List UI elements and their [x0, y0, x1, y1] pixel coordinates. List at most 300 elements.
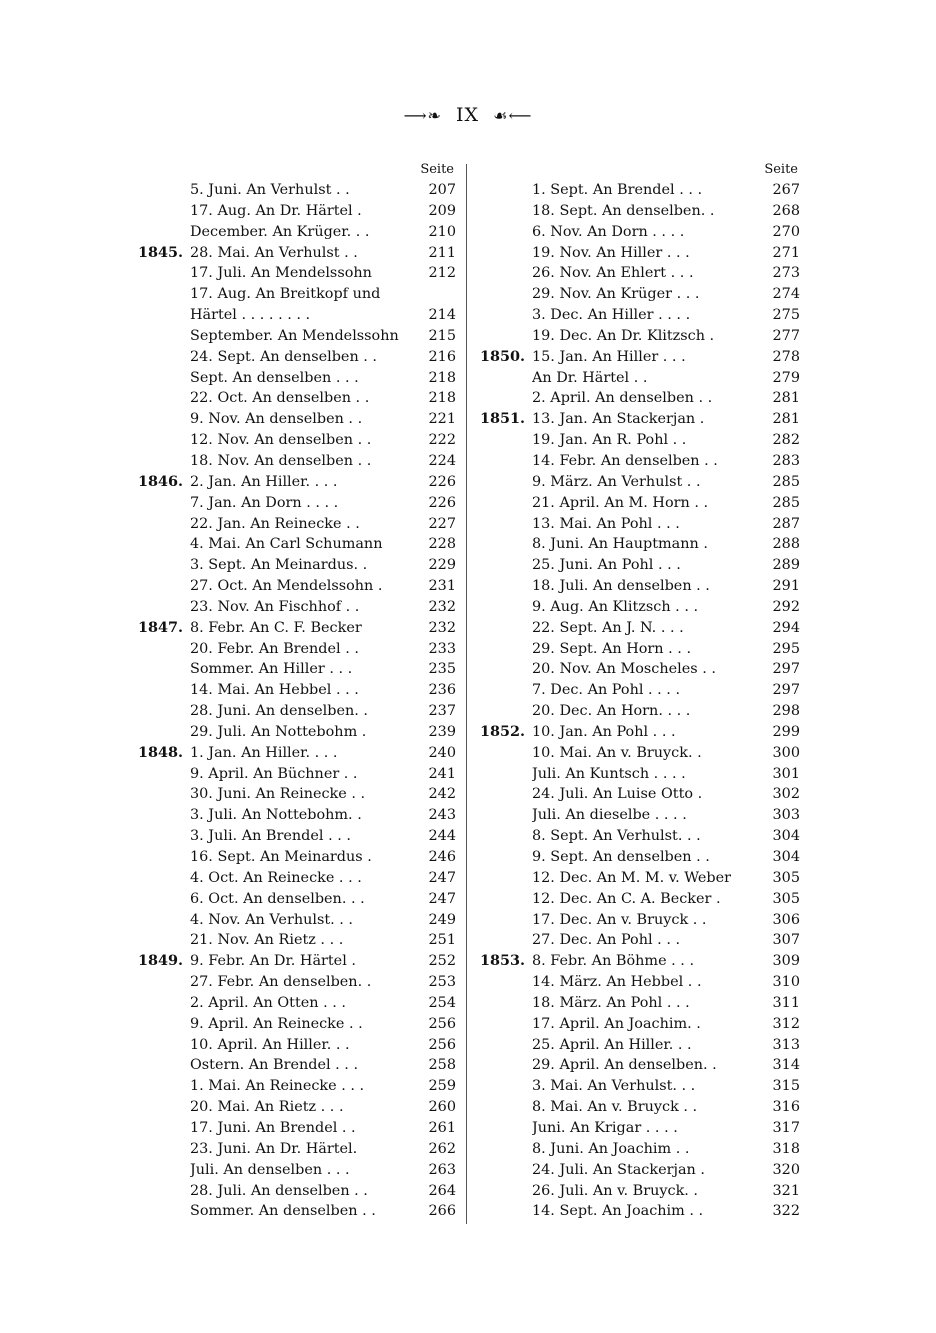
index-row [480, 618, 800, 639]
index-row [480, 1076, 800, 1097]
index-row [480, 222, 800, 243]
index-row [480, 826, 800, 847]
page-number: 218 [428, 369, 456, 386]
letter-entry: 27. Dec. An Pohl . . . [532, 932, 681, 949]
letter-entry: 29. Sept. An Horn . . . [532, 640, 692, 657]
letter-entry: 4. Oct. An Reinecke . . . [190, 869, 362, 886]
index-row [480, 743, 800, 764]
index-row [138, 1118, 456, 1139]
letter-entry: 12. Nov. An denselben . . [190, 432, 372, 449]
index-row [480, 1201, 800, 1222]
letter-entry: 29. April. An denselben. . [532, 1057, 717, 1074]
index-row [138, 680, 456, 701]
letter-entry: 17. Aug. An Dr. Härtel . [190, 202, 362, 219]
letter-entry: 6. Oct. An denselben. . . [190, 890, 365, 907]
letter-entry: 4. Nov. An Verhulst. . . [190, 911, 354, 928]
page-number: 285 [772, 494, 800, 511]
letter-entry: 26. Juli. An v. Bruyck. . [532, 1182, 699, 1199]
page-number: 251 [428, 932, 456, 949]
index-row [480, 472, 800, 493]
index-row [138, 534, 456, 555]
letter-entry: Juli. An denselben . . . [190, 1161, 350, 1178]
index-row [138, 430, 456, 451]
left-column [138, 160, 456, 1222]
letter-entry: 28. Juli. An denselben . . [190, 1182, 368, 1199]
letter-entry: 22. Sept. An J. N. . . . [532, 619, 684, 636]
index-row [138, 493, 456, 514]
index-row [480, 1181, 800, 1202]
page-number: 252 [428, 953, 456, 970]
index-row [138, 764, 456, 785]
index-row [480, 534, 800, 555]
page-number: 309 [772, 953, 800, 970]
page-number: 275 [772, 307, 800, 324]
letter-entry: 8. Mai. An v. Bruyck . . [532, 1099, 698, 1116]
page-number: 320 [772, 1161, 800, 1178]
letter-entry: 20. Febr. An Brendel . . [190, 640, 359, 657]
year-label: 1853. [480, 952, 526, 970]
letter-entry: 20. Nov. An Moscheles . . [532, 661, 716, 678]
letter-entry: 25. April. An Hiller. . . [532, 1036, 692, 1053]
page-number: 227 [428, 515, 456, 532]
letter-entry: 10. Jan. An Pohl . . . [532, 723, 676, 740]
letter-entry: 8. Febr. An Böhme . . . [532, 953, 695, 970]
index-row [480, 263, 800, 284]
index-row [480, 868, 800, 889]
letter-entry: Sept. An denselben . . . [190, 369, 359, 386]
index-row [138, 722, 456, 743]
index-row [480, 805, 800, 826]
page-number: 273 [772, 265, 800, 282]
letter-entry: 27. Febr. An denselben. . [190, 974, 372, 991]
index-row [138, 618, 456, 639]
letter-entry: 9. Febr. An Dr. Härtel . [190, 953, 356, 970]
index-row [138, 451, 456, 472]
letter-entry: Ostern. An Brendel . . . [190, 1057, 359, 1074]
page-number: 249 [428, 911, 456, 928]
index-row [138, 1014, 456, 1035]
letter-entry: 3. Juli. An Brendel . . . [190, 828, 351, 845]
year-label: 1852. [480, 722, 526, 740]
letter-entry: 17. Dec. An v. Bruyck . . [532, 911, 707, 928]
page-number: 239 [428, 723, 456, 740]
page-number: 306 [772, 911, 800, 928]
index-row [480, 555, 800, 576]
letter-entry: 1. Jan. An Hiller. . . . [190, 744, 338, 761]
letter-entry: September. An Mendelssohn [190, 327, 399, 344]
page-number: 260 [428, 1099, 456, 1116]
letter-entry: 13. Mai. An Pohl . . . [532, 515, 680, 532]
page-number: 285 [772, 473, 800, 490]
page-number: 253 [428, 974, 456, 991]
page-number: 233 [428, 640, 456, 657]
year-label: 1846. [138, 472, 184, 490]
letter-entry: 27. Oct. An Mendelssohn . [190, 578, 383, 595]
letter-entry: 18. Nov. An denselben . . [190, 452, 372, 469]
page-number: 266 [428, 1203, 456, 1220]
letter-entry: Sommer. An denselben . . [190, 1203, 376, 1220]
page-number: 317 [772, 1119, 800, 1136]
index-row [138, 784, 456, 805]
index-row [480, 910, 800, 931]
index-row [138, 576, 456, 597]
letter-entry: 17. Aug. An Breitkopf und [190, 286, 381, 303]
page-number: 297 [772, 661, 800, 678]
index-row [480, 722, 800, 743]
index-row [480, 305, 800, 326]
index-row [138, 243, 456, 264]
page-number: 224 [428, 452, 456, 469]
index-row [138, 472, 456, 493]
letter-entry: 23. Nov. An Fischhof . . [190, 598, 360, 615]
letter-entry: December. An Krüger. . . [190, 223, 370, 240]
letter-entry: 6. Nov. An Dorn . . . . [532, 223, 685, 240]
index-row [480, 993, 800, 1014]
index-row [480, 243, 800, 264]
letter-entry: 17. April. An Joachim. . [532, 1015, 701, 1032]
index-row [138, 368, 456, 389]
letter-entry: 14. Sept. An Joachim . . [532, 1203, 704, 1220]
letter-entry: 18. Juli. An denselben . . [532, 578, 710, 595]
index-row [480, 180, 800, 201]
index-row [138, 1076, 456, 1097]
page-number: 301 [772, 765, 800, 782]
letter-entry: 8. Juni. An Joachim . . [532, 1140, 690, 1157]
page-number: 299 [772, 723, 800, 740]
index-row [138, 326, 456, 347]
year-label: 1851. [480, 410, 526, 428]
index-row [138, 514, 456, 535]
letter-entry: Sommer. An Hiller . . . [190, 661, 353, 678]
letter-entry: 12. Dec. An C. A. Becker . [532, 890, 721, 907]
index-row [480, 889, 800, 910]
index-row [480, 430, 800, 451]
page-number: 268 [772, 202, 800, 219]
page-number: 207 [428, 182, 456, 198]
page-number: 294 [772, 619, 800, 636]
page-number: 211 [428, 244, 456, 261]
index-row [480, 1139, 800, 1160]
letter-entry: 10. Mai. An v. Bruyck. . [532, 744, 702, 761]
letter-entry: 18. März. An Pohl . . . [532, 994, 690, 1011]
page-number: 263 [428, 1161, 456, 1178]
column-divider [466, 164, 467, 1224]
page-number: 316 [772, 1099, 800, 1116]
page-number: 321 [772, 1182, 800, 1199]
page-number: 254 [428, 994, 456, 1011]
letter-entry: 7. Jan. An Dorn . . . . [190, 494, 339, 511]
letter-entry: 12. Dec. An M. M. v. Weber [532, 869, 732, 886]
index-row [138, 1160, 456, 1181]
index-row [138, 347, 456, 368]
index-row [138, 951, 456, 972]
letter-entry: 19. Nov. An Hiller . . . [532, 244, 690, 261]
letter-entry: 14. März. An Hebbel . . [532, 974, 702, 991]
index-row [480, 409, 800, 430]
page-number: 232 [428, 619, 456, 636]
letter-entry: Härtel . . . . . . . . [190, 307, 311, 324]
index-row [138, 1181, 456, 1202]
letter-entry: 1. Sept. An Brendel . . . [532, 182, 703, 198]
page-number: 228 [428, 536, 456, 553]
index-row [480, 1097, 800, 1118]
letter-entry: 1. Mai. An Reinecke . . . [190, 1078, 365, 1095]
letter-entry: Juli. An dieselbe . . . . [532, 807, 687, 824]
page-number: 314 [772, 1057, 800, 1074]
index-row [480, 284, 800, 305]
page-number: 298 [772, 703, 800, 720]
page-number: 209 [428, 202, 456, 219]
letter-entry: 21. April. An M. Horn . . [532, 494, 709, 511]
page-number: 226 [428, 473, 456, 490]
page-number: 210 [428, 223, 456, 240]
index-row [480, 347, 800, 368]
letter-entry: 5. Juni. An Verhulst . . [190, 182, 350, 198]
letter-entry: 9. Sept. An denselben . . [532, 849, 710, 865]
index-row [480, 764, 800, 785]
page-number: 229 [428, 557, 456, 574]
page-number: 287 [772, 515, 800, 532]
letter-entry: 22. Oct. An denselben . . [190, 390, 370, 407]
page-number: 300 [772, 744, 800, 761]
year-label: 1849. [138, 952, 184, 970]
index-row [138, 180, 456, 201]
page-number: 281 [772, 411, 800, 428]
page-number: 244 [428, 828, 456, 845]
letter-entry: 4. Mai. An Carl Schumann [190, 536, 383, 553]
letter-entry: 9. April. An Büchner . . [190, 765, 358, 782]
page-number: 304 [772, 828, 800, 845]
index-row [480, 514, 800, 535]
index-row [138, 743, 456, 764]
letter-entry: 19. Jan. An R. Pohl . . [532, 432, 687, 449]
page-number: 297 [772, 682, 800, 699]
page-number: 212 [428, 265, 456, 282]
index-row [138, 1201, 456, 1222]
index-row [138, 659, 456, 680]
index-row [480, 1160, 800, 1181]
page-number: 313 [772, 1036, 800, 1053]
page-number: 259 [428, 1078, 456, 1095]
letter-entry: 29. Nov. An Krüger . . . [532, 286, 700, 303]
letter-entry: 24. Sept. An denselben . . [190, 348, 378, 365]
letter-entry: 8. Sept. An Verhulst. . . [532, 828, 701, 845]
right-column [480, 160, 800, 1222]
letter-entry: 23. Juni. An Dr. Härtel. [190, 1140, 358, 1157]
index-row [480, 493, 800, 514]
index-row [138, 305, 456, 326]
page-numeral: IX [456, 104, 480, 126]
letter-entry: 9. Aug. An Klitzsch . . . [532, 598, 699, 615]
page-number: 279 [772, 369, 800, 386]
index-row [138, 701, 456, 722]
index-row [480, 576, 800, 597]
index-row [138, 555, 456, 576]
page-number: 283 [772, 452, 800, 469]
page-number: 235 [428, 661, 456, 678]
index-row [480, 784, 800, 805]
index-row [138, 1035, 456, 1056]
page-number: 222 [428, 432, 456, 449]
index-row [138, 639, 456, 660]
index-row [138, 1055, 456, 1076]
page-number: 281 [772, 390, 800, 407]
index-row [138, 222, 456, 243]
letter-entry: 19. Dec. An Dr. Klitzsch . [532, 327, 715, 344]
letter-entry: 22. Jan. An Reinecke . . [190, 515, 360, 532]
index-row [480, 388, 800, 409]
letter-entry: 3. Mai. An Verhulst. . . [532, 1078, 696, 1095]
index-row [138, 1097, 456, 1118]
index-row [138, 597, 456, 618]
page-number: 289 [772, 557, 800, 574]
letter-entry: 24. Juli. An Luise Otto . [532, 786, 703, 803]
letter-entry: 3. Juli. An Nottebohm. . [190, 807, 362, 824]
letter-entry: 8. Febr. An C. F. Becker [190, 619, 362, 636]
index-row [480, 451, 800, 472]
index-row [480, 1118, 800, 1139]
index-row [138, 201, 456, 222]
letter-entry: 8. Juni. An Hauptmann . [532, 536, 708, 553]
page-number: 232 [428, 598, 456, 615]
page-number: 256 [428, 1036, 456, 1053]
letter-entry: 21. Nov. An Rietz . . . [190, 932, 344, 949]
seite-label: Seite [764, 162, 798, 177]
letter-entry: 10. April. An Hiller. . . [190, 1036, 350, 1053]
index-row [480, 639, 800, 660]
page-number: 291 [772, 578, 800, 595]
page-number: 271 [772, 244, 800, 261]
letter-entry: Juni. An Krigar . . . . [532, 1119, 678, 1136]
page-number: 312 [772, 1015, 800, 1032]
index-row [138, 930, 456, 951]
page-number: 267 [772, 182, 800, 198]
page-number: 305 [772, 869, 800, 886]
letter-entry: 9. April. An Reinecke . . [190, 1015, 363, 1032]
index-row [138, 972, 456, 993]
index-row [480, 847, 800, 868]
page-number: 237 [428, 703, 456, 720]
letter-entry: 17. Juni. An Brendel . . [190, 1119, 356, 1136]
letter-entry: Juli. An Kuntsch . . . . [532, 765, 686, 782]
page-number: 221 [428, 411, 456, 428]
letter-entry: 29. Juli. An Nottebohm . [190, 723, 367, 740]
letter-entry: 3. Sept. An Meinardus. . [190, 557, 368, 574]
page-number: 270 [772, 223, 800, 240]
page-number: 305 [772, 890, 800, 907]
page-number: 310 [772, 974, 800, 991]
page-number: 258 [428, 1057, 456, 1074]
letter-entry: 20. Mai. An Rietz . . . [190, 1099, 344, 1116]
page-number: 216 [428, 348, 456, 365]
letter-entry: 20. Dec. An Horn. . . . [532, 703, 691, 720]
index-row [138, 868, 456, 889]
page-number: 274 [772, 286, 800, 303]
index-row [480, 659, 800, 680]
page-number: 215 [428, 327, 456, 344]
page-number: 322 [772, 1203, 800, 1220]
page-number: 288 [772, 536, 800, 553]
page-number: 277 [772, 327, 800, 344]
page-number: 295 [772, 640, 800, 657]
page-number: 240 [428, 744, 456, 761]
letter-entry: 14. Mai. An Hebbel . . . [190, 682, 359, 699]
index-row [480, 972, 800, 993]
ornament-left: ⟶❧ [403, 106, 442, 125]
index-row [480, 680, 800, 701]
letter-entry: 9. Nov. An denselben . . [190, 411, 363, 428]
index-row [138, 284, 456, 305]
page-number: 236 [428, 682, 456, 699]
page-header [0, 104, 936, 126]
index-row [138, 993, 456, 1014]
page-number: 262 [428, 1140, 456, 1157]
page-number: 261 [428, 1119, 456, 1136]
year-label: 1845. [138, 243, 184, 261]
letter-entry: 9. März. An Verhulst . . [532, 473, 701, 490]
page-number: 264 [428, 1182, 456, 1199]
letter-entry: 2. April. An Otten . . . [190, 994, 346, 1011]
page-number: 214 [428, 307, 456, 324]
page-number: 256 [428, 1015, 456, 1032]
page-number: 303 [772, 807, 800, 824]
letter-entry: 13. Jan. An Stackerjan . [532, 411, 705, 428]
letter-entry: 3. Dec. An Hiller . . . . [532, 307, 691, 324]
letter-entry: 28. Juni. An denselben. . [190, 703, 368, 720]
letter-entry: 15. Jan. An Hiller . . . [532, 348, 686, 365]
letter-entry: 16. Sept. An Meinardus . [190, 849, 372, 865]
letter-entry: 25. Juni. An Pohl . . . [532, 557, 681, 574]
page-number: 246 [428, 849, 456, 865]
index-row [138, 910, 456, 931]
index-row [480, 597, 800, 618]
year-label: 1850. [480, 347, 526, 365]
page-number: 307 [772, 932, 800, 949]
page-number: 241 [428, 765, 456, 782]
letter-entry: 28. Mai. An Verhulst . . [190, 244, 358, 261]
index-row [480, 930, 800, 951]
page-number: 311 [772, 994, 800, 1011]
index-row [138, 1139, 456, 1160]
page-number: 315 [772, 1078, 800, 1095]
page-number: 292 [772, 598, 800, 615]
page-number: 231 [428, 578, 456, 595]
index-row [480, 1035, 800, 1056]
index-row [480, 951, 800, 972]
index-row [480, 701, 800, 722]
index-row [480, 1014, 800, 1035]
page-number: 218 [428, 390, 456, 407]
page-number: 278 [772, 348, 800, 365]
letter-entry: 7. Dec. An Pohl . . . . [532, 682, 681, 699]
index-row [138, 805, 456, 826]
letter-entry: 14. Febr. An denselben . . [532, 452, 718, 469]
page-number: 247 [428, 890, 456, 907]
index-row [480, 326, 800, 347]
letter-entry: 2. Jan. An Hiller. . . . [190, 473, 338, 490]
letter-entry: 18. Sept. An denselben. . [532, 202, 715, 219]
year-label: 1848. [138, 743, 184, 761]
letter-entry: An Dr. Härtel . . [532, 369, 648, 386]
page-number: 304 [772, 849, 800, 865]
ornament-right: ☙⟵ [493, 106, 533, 125]
letter-entry: 30. Juni. An Reinecke . . [190, 786, 366, 803]
seite-label: Seite [420, 162, 454, 177]
page-number: 282 [772, 432, 800, 449]
year-label: 1847. [138, 618, 184, 636]
page-number: 318 [772, 1140, 800, 1157]
page-number: 247 [428, 869, 456, 886]
